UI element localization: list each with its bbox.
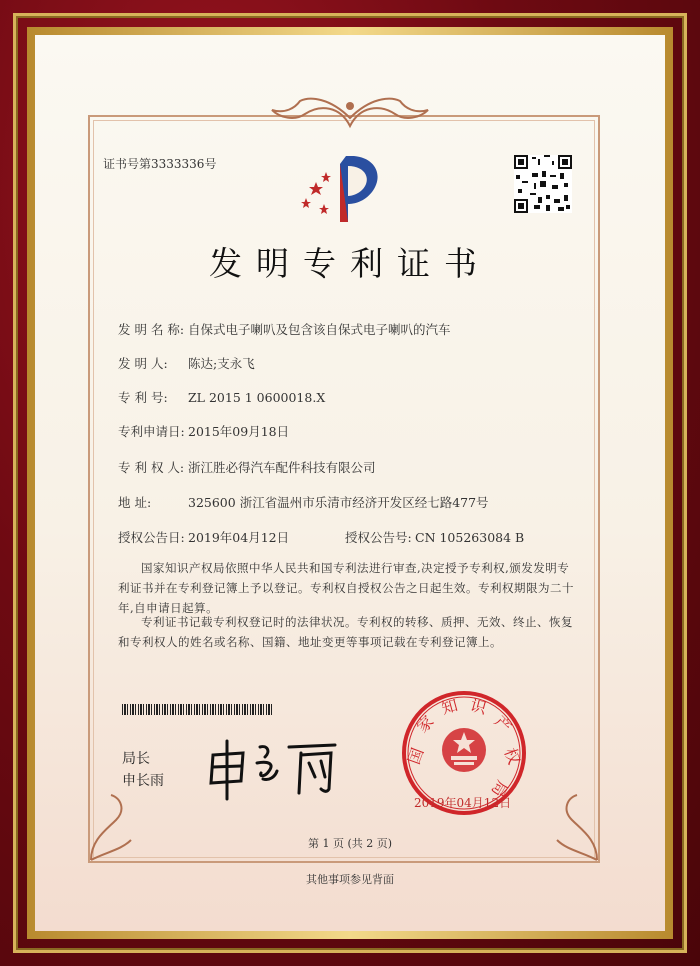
director-title: 局长	[122, 751, 150, 767]
field-label: 发 明 人:	[118, 356, 168, 371]
qr-code-icon	[514, 155, 572, 213]
patentee-row	[118, 458, 376, 476]
field-value: 陈达;支永飞	[188, 356, 255, 371]
grant-paragraph: 国家知识产权局依照中华人民共和国专利法进行审查,决定授予专利权,颁发发明专利证书并在专利登记簿上予以登记。专利权自授权公告之日起生效。专利权期限为二十年,自申请日起算。	[118, 561, 574, 615]
field-label: 授权公告号:	[345, 530, 412, 545]
svg-text:权: 权	[500, 745, 524, 767]
svg-text:产: 产	[490, 711, 516, 737]
field-value: 2019年04月12日	[188, 530, 290, 545]
patent-number-row	[118, 388, 325, 406]
back-note: 其他事项参见背面	[306, 873, 394, 886]
barcode-icon	[122, 704, 272, 715]
field-value: 自保式电子喇叭及包含该自保式电子喇叭的汽车	[188, 322, 451, 337]
field-label: 专 利 权 人:	[118, 460, 185, 475]
field-value: CN 105263084 B	[415, 530, 525, 545]
field-label: 地 址:	[118, 495, 152, 510]
filing-date-row	[118, 422, 289, 440]
bottom-left-ornament-icon	[86, 790, 136, 865]
top-ornament-icon	[250, 96, 450, 130]
page-number: 第 1 页 (共 2 页)	[307, 837, 393, 850]
grant-number-row	[345, 528, 524, 546]
svg-text:知: 知	[439, 695, 460, 718]
field-value: 325600 浙江省温州市乐清市经济开发区经七路477号	[188, 495, 489, 510]
field-value: ZL 2015 1 0600018.X	[188, 390, 326, 405]
address-row	[118, 493, 489, 511]
svg-text:识: 识	[468, 695, 489, 718]
patent-office-logo-icon	[296, 152, 386, 226]
certificate-title: 发明专利证书	[209, 244, 491, 283]
certificate-number: 证书号第3333336号	[103, 157, 217, 171]
field-value: 浙江胜必得汽车配件科技有限公司	[188, 460, 376, 475]
field-value: 2015年09月18日	[188, 424, 290, 439]
legal-status-paragraph: 专利证书记载专利权登记时的法律状况。专利权的转移、质押、无效、终止、恢复和专利权人的姓名或名称、国籍、地址变更等事项记载在专利登记簿上。	[118, 615, 573, 649]
field-label: 专 利 号:	[118, 390, 168, 405]
field-label: 专利申请日:	[118, 424, 185, 439]
field-label: 授权公告日:	[118, 530, 185, 545]
svg-text:家: 家	[412, 711, 438, 737]
svg-text:局: 局	[487, 777, 512, 801]
grant-date-row	[118, 528, 289, 546]
seal-date: 2019年04月12日	[414, 796, 512, 810]
svg-text:国: 国	[404, 745, 428, 767]
director-signature-icon	[205, 733, 345, 803]
bottom-right-ornament-icon	[552, 790, 602, 865]
inventor-row	[118, 354, 255, 372]
field-label: 发 明 名 称:	[118, 322, 185, 337]
director-name: 申长雨	[122, 773, 164, 789]
invention-name-row	[118, 320, 451, 338]
